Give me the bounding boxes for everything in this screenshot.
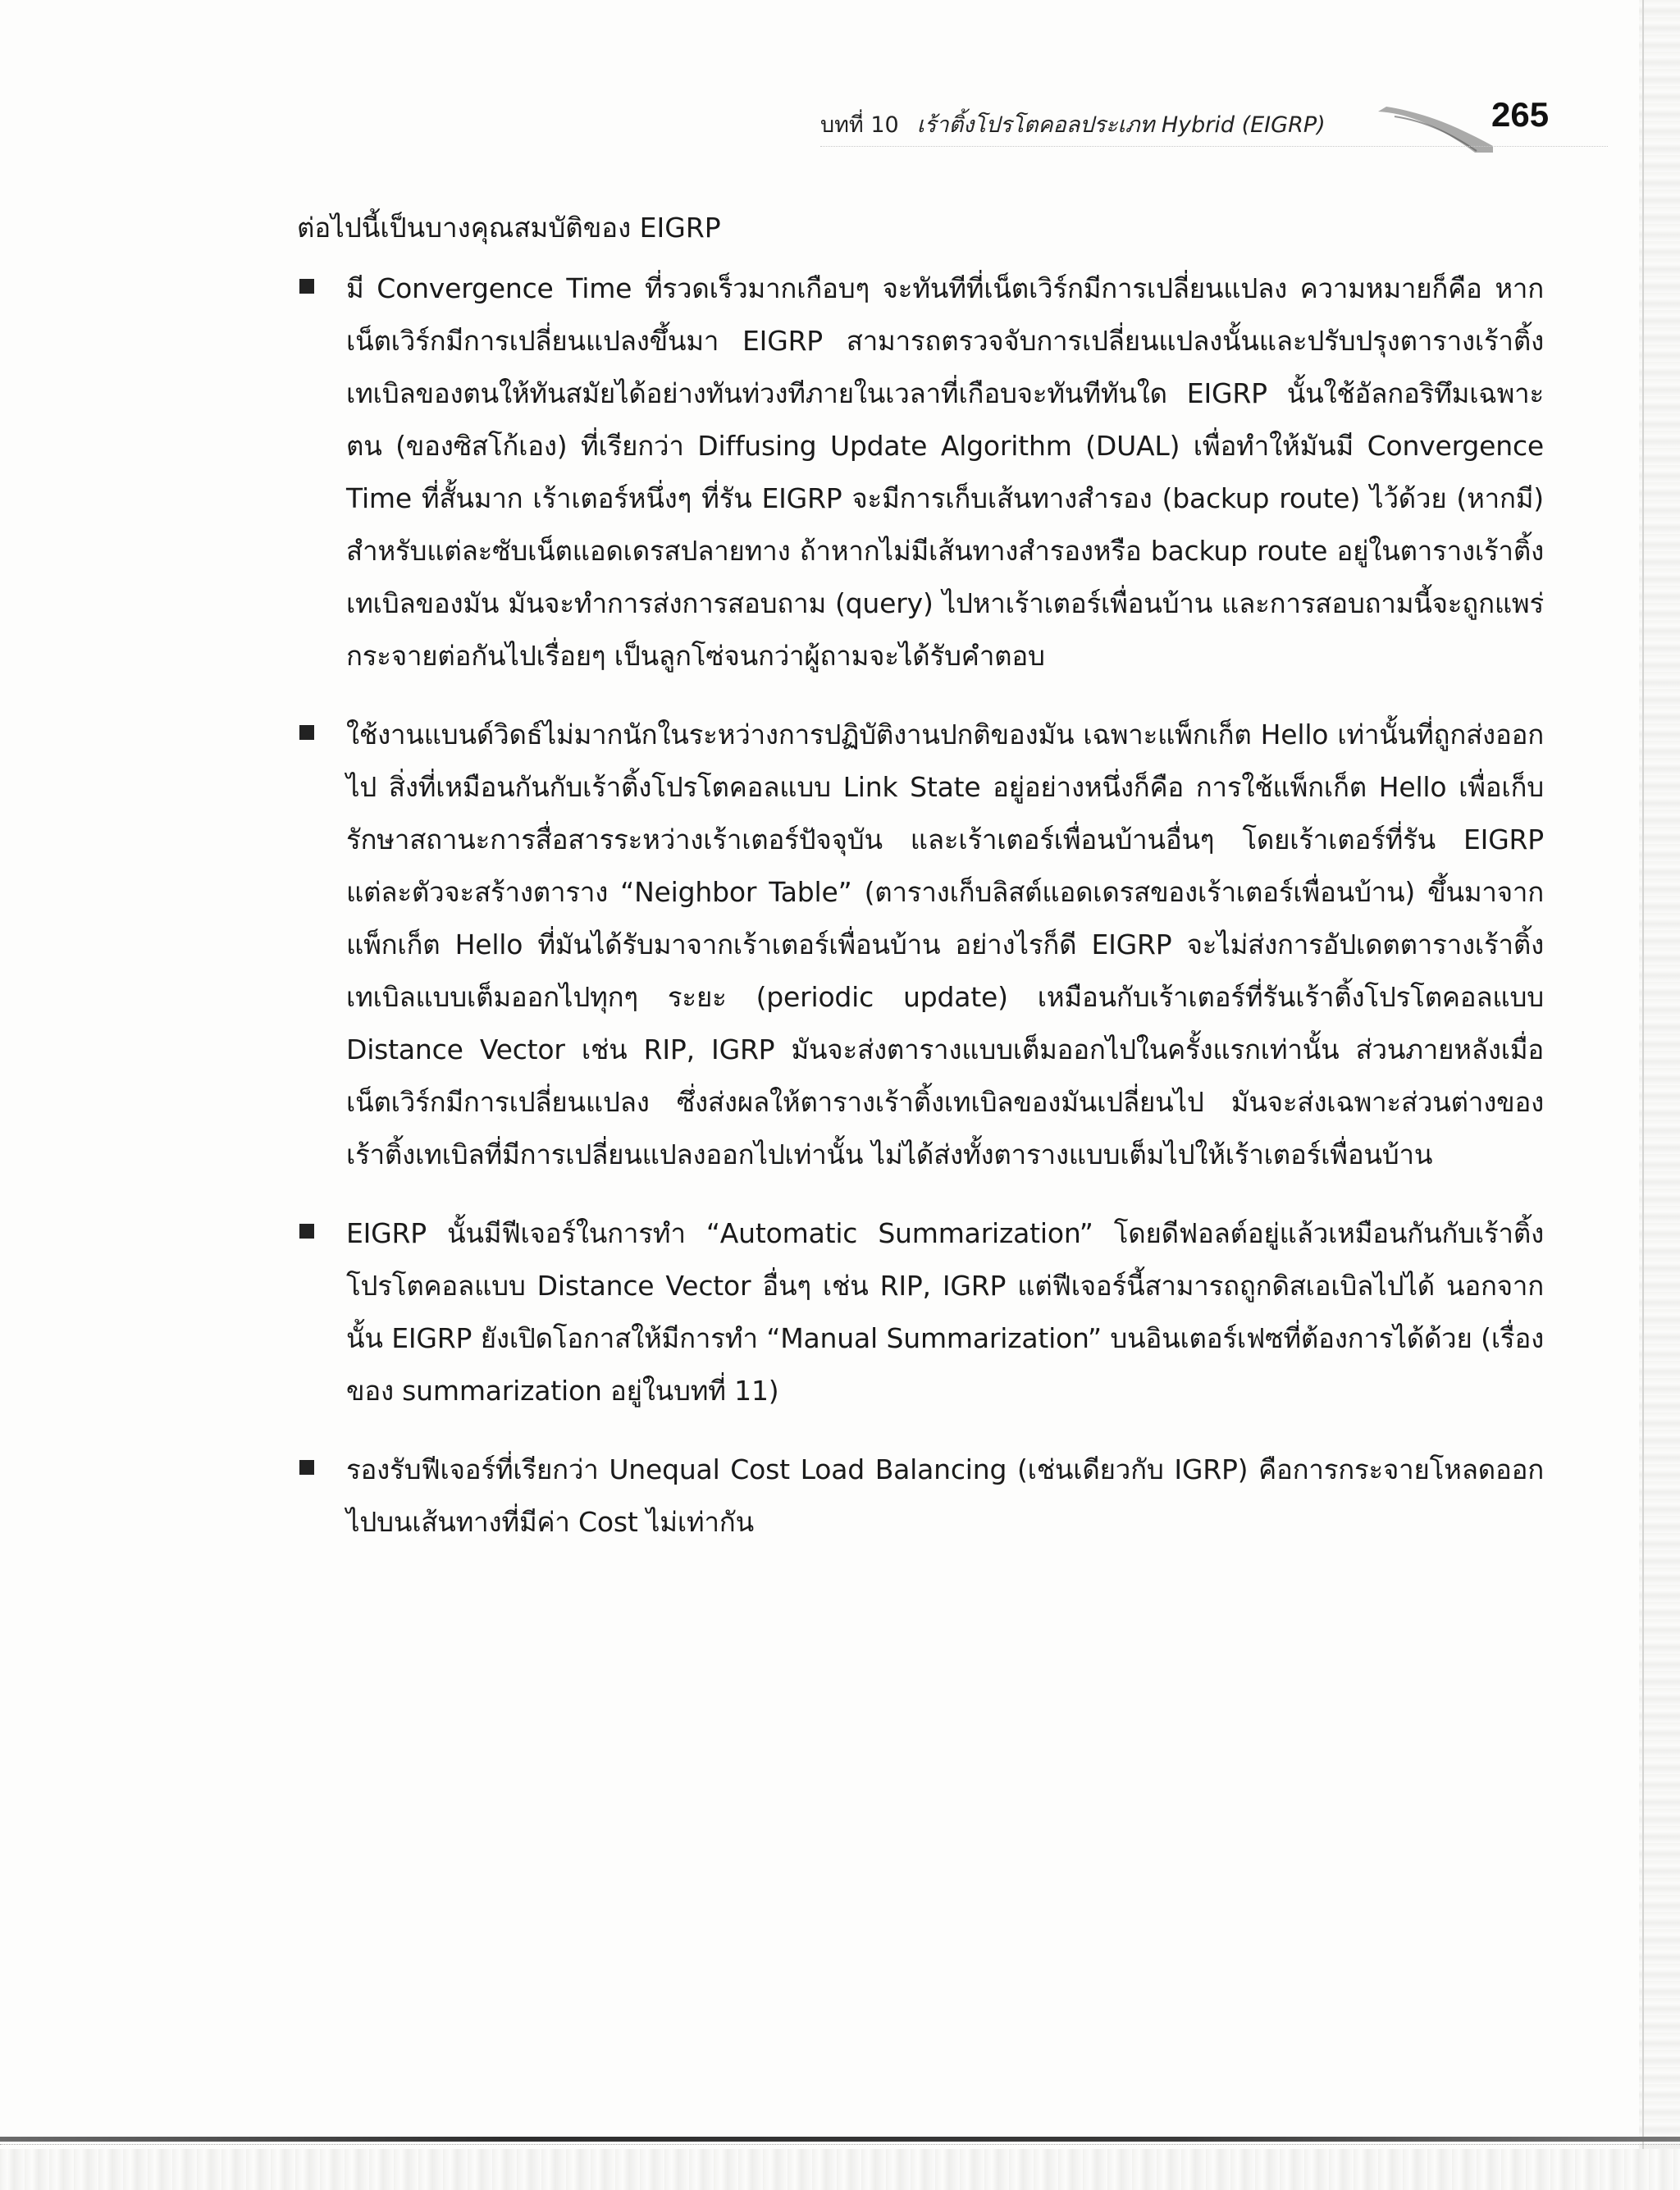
feature-list — [297, 262, 1544, 1549]
square-bullet-icon — [299, 725, 314, 740]
bottom-dotted-rule — [0, 2144, 1680, 2146]
list-item — [297, 262, 1544, 682]
header-swoosh-icon — [1378, 105, 1493, 154]
main-content — [297, 205, 1544, 1575]
bottom-scan-rule — [0, 2137, 1680, 2142]
list-item — [297, 709, 1544, 1181]
scan-edge-line — [1642, 0, 1644, 2190]
chapter-title: เร้าติ้งโปรโตคอลประเภท Hybrid (EIGRP) — [916, 112, 1326, 138]
square-bullet-icon — [299, 1224, 314, 1239]
square-bullet-icon — [299, 1460, 314, 1475]
intro-paragraph: ต่อไปนี้เป็นบางคุณสมบัติของ EIGRP — [297, 212, 721, 244]
page-number: 265 — [1491, 95, 1550, 134]
list-item-text: EIGRP นั้นมีฟีเจอร์ในการทำ “Automatic Summarization” โดยดีฟอลต์อยู่แล้วเหมือนกันกับเร้าติ้งโปรโตคอลแบบ Distance Vector อื่นๆ เช่น RIP, IGRP แต่ฟีเจอร์นี้สามารถถูกดิสเอเบิลไปได้ นอกจากนั้น EIGRP ยังเปิดโอกาสให้มีการทำ “Manual Summarization” บนอินเตอร์เฟซที่ต้องการได้ด้วย (เรื่องของ summarization อยู่ในบทที่ 11) — [346, 1217, 1544, 1407]
list-item-text: รองรับฟีเจอร์ที่เรียกว่า Unequal Cost Load Balancing (เช่นเดียวกับ IGRP) คือการกระจายโหลดออกไปบนเส้นทางที่มีค่า Cost ไม่เท่ากัน — [346, 1453, 1544, 1538]
chapter-number: บทที่ 10 — [820, 112, 899, 138]
running-header — [0, 0, 1680, 164]
scan-edge — [1639, 0, 1680, 2190]
bottom-scan-edge — [0, 2149, 1680, 2190]
square-bullet-icon — [299, 279, 314, 294]
header-text — [820, 107, 1326, 142]
list-item-text: มี Convergence Time ที่รวดเร็วมากเกือบๆ จะทันทีที่เน็ตเวิร์กมีการเปลี่ยนแปลง ความหมายก็คือ หากเน็ตเวิร์กมีการเปลี่ยนแปลงขึ้นมา EIGRP สามารถตรวจจับการเปลี่ยนแปลงนั้นและปรับปรุงตารางเร้าติ้งเทเบิลของตนให้ทันสมัยได้อย่างทันท่วงทีภายในเวลาที่เกือบจะทันทีทันใด EIGRP นั้นใช้อัลกอริทึมเฉพาะตน (ของซิสโก้เอง) ที่เรียกว่า Diffusing Update Algorithm (DUAL) เพื่อทำให้มันมี Convergence Time ที่สั้นมาก เร้าเตอร์หนึ่งๆ ที่รัน EIGRP จะมีการเก็บเส้นทางสำรอง (backup route) ไว้ด้วย (หากมี) สำหรับแต่ละซับเน็ตแอดเดรสปลายทาง ถ้าหากไม่มีเส้นทางสำรองหรือ backup route อยู่ในตารางเร้าติ้งเทเบิลของมัน มันจะทำการส่งการสอบถาม (query) ไปหาเร้าเตอร์เพื่อนบ้าน และการสอบถามนี้จะถูกแพร่กระจายต่อกันไปเรื่อยๆ เป็นลูกโซ่จนกว่าผู้ถามจะได้รับคำตอบ — [346, 272, 1544, 672]
list-item — [297, 1444, 1544, 1549]
list-item — [297, 1207, 1544, 1417]
list-item-text: ใช้งานแบนด์วิดธ์ไม่มากนักในระหว่างการปฏิบัติงานปกติของมัน เฉพาะแพ็กเก็ต Hello เท่านั้นที่ถูกส่งออกไป สิ่งที่เหมือนกันกับเร้าติ้งโปรโตคอลแบบ Link State อยู่อย่างหนึ่งก็คือ การใช้แพ็กเก็ต Hello เพื่อเก็บรักษาสถานะการสื่อสารระหว่างเร้าเตอร์ปัจจุบัน และเร้าเตอร์เพื่อนบ้านอื่นๆ โดยเร้าเตอร์ที่รัน EIGRP แต่ละตัวจะสร้างตาราง “Neighbor Table” (ตารางเก็บลิสต์แอดเดรสของเร้าเตอร์เพื่อนบ้าน) ขึ้นมาจากแพ็กเก็ต Hello ที่มันได้รับมาจากเร้าเตอร์เพื่อนบ้าน อย่างไรก็ดี EIGRP จะไม่ส่งการอัปเดตตารางเร้าติ้งเทเบิลแบบเต็มออกไปทุกๆ ระยะ (periodic update) เหมือนกับเร้าเตอร์ที่รันเร้าติ้งโปรโตคอลแบบ Distance Vector เช่น RIP, IGRP มันจะส่งตารางแบบเต็มออกไปในครั้งแรกเท่านั้น ส่วนภายหลังเมื่อเน็ตเวิร์กมีการเปลี่ยนแปลง ซึ่งส่งผลให้ตารางเร้าติ้งเทเบิลของมันเปลี่ยนไป มันจะส่งเฉพาะส่วนต่างของเร้าติ้งเทเบิลที่มีการเปลี่ยนแปลงออกไปเท่านั้น ไม่ได้ส่งทั้งตารางแบบเต็มไปให้เร้าเตอร์เพื่อนบ้าน — [346, 719, 1544, 1170]
header-rule — [820, 146, 1608, 147]
